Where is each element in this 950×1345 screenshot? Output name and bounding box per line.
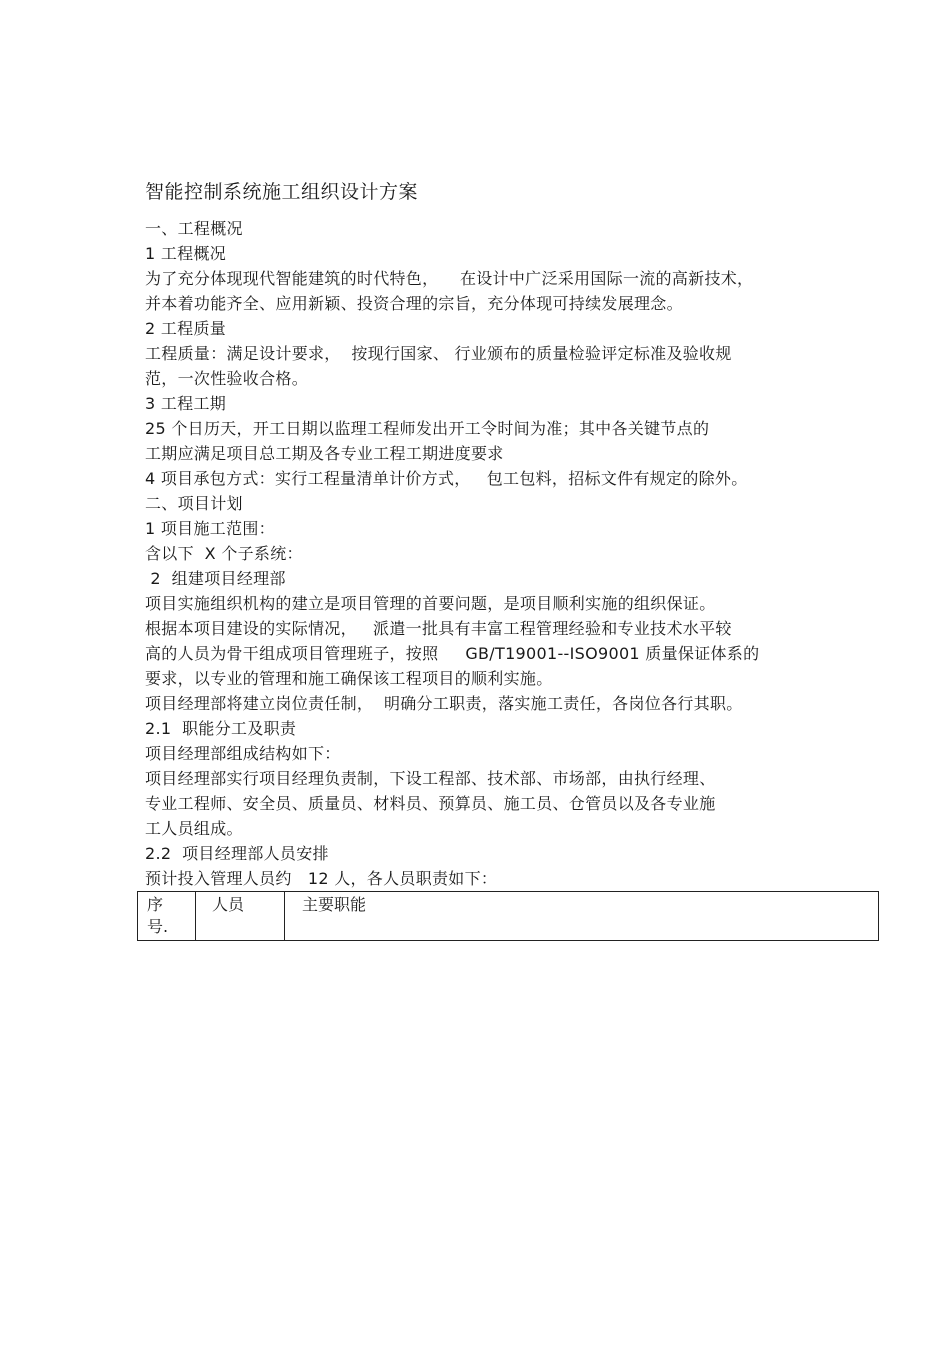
staff-duty-table [137,891,879,941]
subsection-heading: 1 项目施工范围： [145,519,275,538]
paragraph-line: 项目经理部实行项目经理负责制，下设工程部、技术部、市场部，由执行经理、 [145,769,716,788]
subsection-heading: 2 工程质量 [145,319,227,338]
header-serial-number: 序号. [138,892,196,941]
header-personnel: 人员 [196,892,285,941]
paragraph-line: 含以下 X 个子系统： [145,544,303,563]
paragraph-line: 项目实施组织机构的建立是项目管理的首要问题，是项目顺利实施的组织保证。 [145,594,716,613]
section-heading: 一、工程概况 [145,219,243,238]
paragraph-line: 根据本项目建设的实际情况， 派遣一批具有丰富工程管理经验和专业技术水平较 [145,619,732,638]
subsection-heading: 2.1 职能分工及职责 [145,719,297,738]
header-main-duties: 主要职能 [285,892,879,941]
subsection-heading: 2 组建项目经理部 [145,569,286,588]
paragraph-line: 为了充分体现现代智能建筑的时代特色， 在设计中广泛采用国际一流的高新技术， [145,269,754,288]
paragraph-line: 并本着功能齐全、应用新颖、投资合理的宗旨，充分体现可持续发展理念。 [145,294,683,313]
section-heading: 二、项目计划 [145,494,243,513]
paragraph-line: 要求，以专业的管理和施工确保该工程项目的顺利实施。 [145,669,553,688]
paragraph-line: 4 项目承包方式：实行工程量清单计价方式， 包工包料，招标文件有规定的除外。 [145,469,748,488]
paragraph-line: 预计投入管理人员约 12 人，各人员职责如下： [145,869,498,888]
paragraph-line: 项目经理部组成结构如下： [145,744,341,763]
paragraph-line: 工程质量：满足设计要求， 按现行国家、 行业颁布的质量检验评定标准及验收规 [145,344,732,363]
paragraph-line: 项目经理部将建立岗位责任制， 明确分工职责，落实施工责任，各岗位各行其职。 [145,694,743,713]
subsection-heading: 2.2 项目经理部人员安排 [145,844,329,863]
subsection-heading: 3 工程工期 [145,394,227,413]
table-header-row [138,892,879,941]
paragraph-line: 范，一次性验收合格。 [145,369,309,388]
paragraph-line: 专业工程师、安全员、质量员、材料员、预算员、施工员、仓管员以及各专业施 [145,794,716,813]
paragraph-line: 高的人员为骨干组成项目管理班子，按照 GB/T19001--ISO9001 质量保证体系的 [145,644,760,663]
paragraph-line: 工期应满足项目总工期及各专业工程工期进度要求 [145,444,504,463]
paragraph-line: 工人员组成。 [145,819,243,838]
document-title: 智能控制系统施工组织设计方案 [145,181,419,203]
subsection-heading: 1 工程概况 [145,244,227,263]
paragraph-line: 25 个日历天，开工日期以监理工程师发出开工令时间为准；其中各关键节点的 [145,419,710,438]
